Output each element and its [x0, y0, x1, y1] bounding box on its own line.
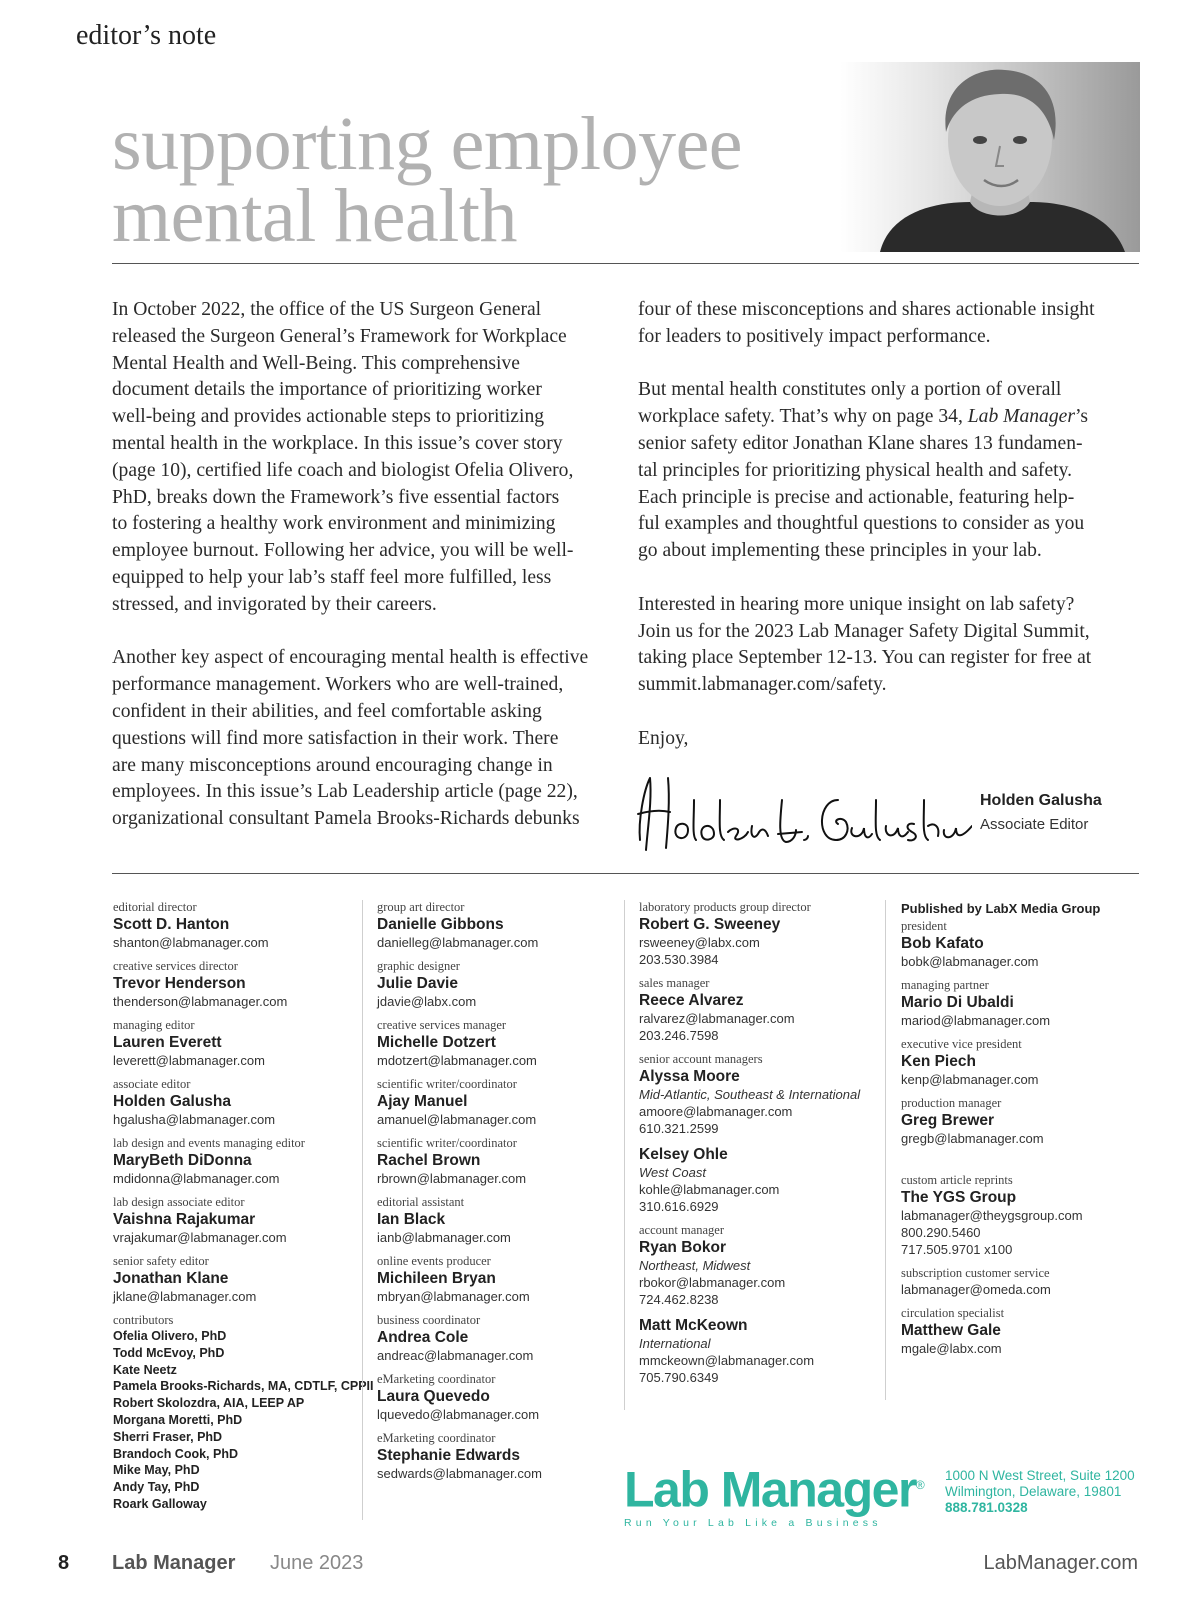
staff-role: laboratory products group director	[639, 900, 811, 914]
staff-email[interactable]: thenderson@labmanager.com	[113, 994, 288, 1009]
staff-email[interactable]: hgalusha@labmanager.com	[113, 1112, 276, 1127]
text-line: tal principles for prioritizing physical health and safety.	[638, 459, 1073, 481]
logo-text: Lab Manager	[624, 1461, 916, 1518]
staff-name: Rachel Brown	[377, 1152, 481, 1169]
contributor-name: Mike May, PhD	[113, 1463, 200, 1478]
text-line: ful examples and thoughtful questions to consider as you	[638, 513, 1085, 535]
staff-name: Jonathan Klane	[113, 1270, 229, 1287]
staff-role: creative services manager	[377, 1018, 507, 1032]
contributor-name: Brandoch Cook, PhD	[113, 1446, 239, 1461]
staff-entry	[377, 1313, 627, 1364]
text-line: well-being and provides actionable steps to prioritizing	[112, 406, 545, 428]
staff-email[interactable]: ralvarez@labmanager.com	[639, 1011, 795, 1026]
staff-role: custom article reprints	[901, 1173, 1013, 1187]
text-line: summit.labmanager.com/safety.	[638, 674, 887, 696]
staff-email[interactable]: sedwards@labmanager.com	[377, 1466, 542, 1481]
staff-role: online events producer	[377, 1254, 491, 1268]
closing: Enjoy,	[638, 727, 689, 749]
paragraph-3	[638, 297, 1138, 351]
text-line: released the Surgeon General’s Framework for Workplace	[112, 325, 567, 347]
staff-email[interactable]: jdavie@labx.com	[377, 994, 477, 1009]
logo-tagline: Run Your Lab Like a Business	[624, 1516, 882, 1529]
text-line: Interested in hearing more unique insight on lab safety?	[638, 593, 1075, 615]
staff-entry	[113, 1018, 363, 1069]
staff-name: Ken Piech	[901, 1053, 976, 1070]
staff-name: Robert G. Sweeney	[639, 916, 781, 933]
staff-name: Matthew Gale	[901, 1322, 1001, 1339]
text-line: four of these misconceptions and shares actionable insight	[638, 299, 1095, 320]
editor-portrait	[840, 62, 1140, 252]
publisher-address	[945, 1468, 1135, 1516]
contributor-name: Andy Tay, PhD	[113, 1480, 200, 1495]
masthead-column-1	[113, 900, 374, 1521]
staff-region: Mid-Atlantic, Southeast & International	[639, 1087, 861, 1102]
staff-email[interactable]: mbryan@labmanager.com	[377, 1289, 530, 1304]
staff-role: subscription customer service	[901, 1266, 1050, 1280]
staff-phone: 724.462.8238	[639, 1292, 719, 1307]
staff-name: Danielle Gibbons	[377, 916, 504, 933]
spacer	[901, 1155, 1141, 1173]
staff-email[interactable]: mgale@labx.com	[901, 1341, 1002, 1356]
staff-phone: 610.321.2599	[639, 1121, 719, 1136]
staff-name: Matt McKeown	[639, 1317, 748, 1334]
footer-website[interactable]: LabManager.com	[983, 1552, 1138, 1574]
text-line: stressed, and invigorated by their careers.	[112, 593, 437, 615]
staff-email[interactable]: mariod@labmanager.com	[901, 1013, 1051, 1028]
staff-role: scientific writer/coordinator	[377, 1136, 517, 1150]
staff-email[interactable]: ianb@labmanager.com	[377, 1230, 511, 1245]
staff-role: creative services director	[113, 959, 238, 973]
staff-entry	[377, 1077, 627, 1128]
staff-role: graphic designer	[377, 959, 460, 973]
staff-entry	[377, 900, 627, 951]
text-line: (page 10), certified life coach and biologist Ofelia Olivero,	[112, 459, 574, 481]
footer-issue-date: June 2023	[270, 1552, 364, 1574]
staff-email[interactable]: labmanager@theygsgroup.com	[901, 1208, 1083, 1223]
staff-email[interactable]: andreac@labmanager.com	[377, 1348, 534, 1363]
staff-phone: 203.246.7598	[639, 1028, 719, 1043]
masthead-column-4	[885, 900, 1141, 1400]
staff-name: Lauren Everett	[113, 1034, 222, 1051]
staff-role: editorial assistant	[377, 1195, 465, 1209]
text-line: organizational consultant Pamela Brooks-Richards debunks	[112, 808, 580, 830]
staff-role: managing partner	[901, 978, 989, 992]
staff-name: Reece Alvarez	[639, 992, 744, 1009]
text-line: go about implementing these principles in your lab.	[638, 540, 1042, 562]
text-line: are many misconceptions around encouraging change in	[112, 754, 553, 776]
staff-entry	[113, 1077, 363, 1128]
staff-role: president	[901, 919, 947, 933]
staff-email[interactable]: leverett@labmanager.com	[113, 1053, 265, 1068]
staff-email[interactable]: mdotzert@labmanager.com	[377, 1053, 537, 1068]
staff-email[interactable]: mdidonna@labmanager.com	[113, 1171, 280, 1186]
staff-role: managing editor	[113, 1018, 195, 1032]
staff-role: production manager	[901, 1096, 1002, 1110]
staff-entry	[113, 1254, 363, 1305]
staff-phone: 705.790.6349	[639, 1370, 719, 1385]
signer-title: Associate Editor	[980, 816, 1089, 833]
staff-role: senior safety editor	[113, 1254, 209, 1268]
staff-entry	[639, 1052, 889, 1137]
text-line: for leaders to positively impact performance.	[638, 325, 991, 347]
text-line: PhD, breaks down the Framework’s five essential factors	[112, 486, 560, 508]
text-line: employee burnout. Following her advice, you will be well-	[112, 540, 574, 562]
staff-entry	[377, 1195, 627, 1246]
staff-name: Julie Davie	[377, 975, 458, 992]
staff-email[interactable]: gregb@labmanager.com	[901, 1131, 1044, 1146]
paragraph-1	[112, 297, 612, 619]
text-line: equipped to help your lab’s staff feel more fulfilled, less	[112, 566, 552, 588]
staff-email[interactable]: rbokor@labmanager.com	[639, 1275, 786, 1290]
text-run: ’s	[1074, 406, 1089, 428]
staff-entry	[113, 900, 363, 951]
text-run: workplace safety. That’s why on page 34,	[638, 406, 968, 428]
article-column-left	[112, 297, 612, 860]
staff-entry	[113, 1195, 363, 1246]
staff-email[interactable]: shanton@labmanager.com	[113, 935, 269, 950]
text-line	[638, 406, 1088, 427]
staff-name: Michelle Dotzert	[377, 1034, 496, 1051]
text-line: mental health in the workplace. In this issue’s cover story	[112, 432, 563, 454]
masthead-column-2	[362, 900, 627, 1520]
staff-email[interactable]: kenp@labmanager.com	[901, 1072, 1039, 1087]
staff-role: eMarketing coordinator	[377, 1372, 496, 1386]
staff-role: associate editor	[113, 1077, 191, 1091]
address-line: 1000 N West Street, Suite 1200	[945, 1468, 1135, 1483]
staff-entry	[113, 959, 363, 1010]
text-line: taking place September 12-13. You can register for free at	[638, 647, 1092, 669]
staff-entry	[901, 1096, 1141, 1147]
circulation-entry	[901, 1306, 1141, 1357]
staff-name: Bob Kafato	[901, 935, 984, 952]
masthead-divider	[112, 873, 1139, 874]
staff-email[interactable]: mmckeown@labmanager.com	[639, 1353, 815, 1368]
staff-name: Scott D. Hanton	[113, 916, 230, 933]
staff-name: The YGS Group	[901, 1189, 1017, 1206]
staff-role: contributors	[113, 1313, 174, 1327]
address-line: Wilmington, Delaware, 19801	[945, 1484, 1122, 1499]
staff-name: Michileen Bryan	[377, 1270, 496, 1287]
staff-region: West Coast	[639, 1165, 706, 1180]
footer-publication: Lab Manager	[112, 1552, 236, 1574]
page-title	[112, 102, 743, 258]
staff-email[interactable]: jklane@labmanager.com	[113, 1289, 257, 1304]
headline-line-2: mental health	[112, 174, 518, 258]
staff-name: Holden Galusha	[113, 1093, 231, 1110]
staff-email[interactable]: danielleg@labmanager.com	[377, 935, 539, 950]
contributor-name: Todd McEvoy, PhD	[113, 1345, 225, 1360]
publisher-label: Published by LabX Media Group	[901, 901, 1101, 916]
contributor-name: Kate Neetz	[113, 1362, 177, 1377]
signature-graphic	[632, 770, 972, 860]
staff-role: lab design and events managing editor	[113, 1136, 305, 1150]
headline-line-1: supporting employee	[112, 102, 743, 186]
contributor-name: Sherri Fraser, PhD	[113, 1429, 223, 1444]
text-line: confident in their abilities, and feel comfortable asking	[112, 700, 542, 722]
staff-name: Greg Brewer	[901, 1112, 995, 1129]
staff-email[interactable]: rsweeney@labx.com	[639, 935, 760, 950]
paragraph-4	[638, 377, 1138, 565]
paragraph-5	[638, 592, 1138, 699]
staff-entry	[377, 1018, 627, 1069]
staff-role: lab design associate editor	[113, 1195, 245, 1209]
contributor-name: Ofelia Olivero, PhD	[113, 1329, 227, 1343]
contributor-name: Pamela Brooks-Richards, MA, CDTLF, CPPII	[113, 1379, 374, 1394]
staff-name: Mario Di Ubaldi	[901, 994, 1014, 1011]
article-column-right	[638, 297, 1138, 779]
staff-email[interactable]: lquevedo@labmanager.com	[377, 1407, 540, 1422]
staff-role: executive vice president	[901, 1037, 1022, 1051]
text-line: But mental health constitutes only a portion of overall	[638, 379, 1062, 401]
text-line: Mental Health and Well-Being. This comprehensive	[112, 352, 520, 374]
staff-name: Ian Black	[377, 1211, 446, 1228]
staff-name: Kelsey Ohle	[639, 1146, 728, 1163]
staff-entry	[639, 976, 889, 1044]
staff-entry	[901, 978, 1141, 1029]
text-line: document details the importance of prioritizing worker	[112, 379, 542, 401]
staff-entry	[377, 1254, 627, 1305]
staff-role: eMarketing coordinator	[377, 1431, 496, 1445]
staff-region: Northeast, Midwest	[639, 1258, 751, 1273]
publication-name: Lab Manager	[967, 406, 1075, 428]
staff-phone: 203.530.3984	[639, 952, 719, 967]
staff-email[interactable]: amoore@labmanager.com	[639, 1104, 793, 1119]
staff-entry	[113, 1136, 363, 1187]
text-line: employees. In this issue’s Lab Leadership article (page 22),	[112, 781, 578, 803]
staff-phone: 800.290.5460	[901, 1225, 981, 1240]
staff-entry	[639, 1223, 889, 1308]
reprints-entry	[901, 1173, 1141, 1258]
staff-name: Vaishna Rajakumar	[113, 1211, 256, 1228]
staff-role: sales manager	[639, 976, 710, 990]
staff-phone: 310.616.6929	[639, 1199, 719, 1214]
staff-entry	[377, 1372, 627, 1423]
page-number: 8	[58, 1552, 70, 1574]
staff-entry	[377, 959, 627, 1010]
publisher-phone: 888.781.0328	[945, 1500, 1028, 1515]
staff-email[interactable]: amanuel@labmanager.com	[377, 1112, 537, 1127]
staff-email[interactable]: bobk@labmanager.com	[901, 954, 1039, 969]
subscription-entry	[901, 1266, 1141, 1298]
staff-email[interactable]: vrajakumar@labmanager.com	[113, 1230, 287, 1245]
contributor-name: Morgana Moretti, PhD	[113, 1412, 243, 1427]
contributor-name: Robert Skolozdra, AIA, LEEP AP	[113, 1396, 305, 1411]
staff-email[interactable]: labmanager@omeda.com	[901, 1282, 1051, 1297]
text-line: Another key aspect of encouraging mental health is effective	[112, 647, 589, 669]
portrait-illustration	[840, 62, 1140, 252]
header-divider	[112, 263, 1139, 264]
masthead-column-3	[624, 900, 889, 1410]
staff-entry	[901, 1037, 1141, 1088]
staff-email[interactable]: kohle@labmanager.com	[639, 1182, 780, 1197]
staff-role: account manager	[639, 1223, 725, 1237]
staff-entry	[377, 1136, 627, 1187]
staff-entry	[377, 1431, 627, 1482]
text-line: to fostering a healthy work environment and minimizing	[112, 513, 556, 535]
staff-phone: 717.505.9701 x100	[901, 1242, 1013, 1257]
staff-email[interactable]: rbrown@labmanager.com	[377, 1171, 527, 1186]
staff-name: Ajay Manuel	[377, 1093, 468, 1110]
staff-entry	[901, 919, 1141, 970]
handwritten-signature	[632, 770, 972, 865]
staff-entry	[639, 900, 889, 968]
text-line: senior safety editor Jonathan Klane shares 13 fundamen-	[638, 432, 1083, 454]
text-line: performance management. Workers who are well-trained,	[112, 674, 564, 696]
text-line: Each principle is precise and actionable, featuring help-	[638, 486, 1075, 508]
staff-entry	[639, 1145, 889, 1215]
staff-name: Andrea Cole	[377, 1329, 469, 1346]
staff-role: group art director	[377, 900, 465, 914]
text-line: questions will find more satisfaction in their work. There	[112, 727, 559, 749]
signer-name: Holden Galusha	[980, 792, 1102, 809]
staff-role: senior account managers	[639, 1052, 763, 1066]
logo-wordmark	[624, 1460, 934, 1518]
staff-role: scientific writer/coordinator	[377, 1077, 517, 1091]
paragraph-2	[112, 645, 612, 833]
section-label: editor’s note	[76, 20, 217, 51]
contributors-list	[113, 1313, 374, 1513]
staff-role: business coordinator	[377, 1313, 481, 1327]
staff-entry	[639, 1316, 889, 1386]
staff-region: International	[639, 1336, 711, 1351]
text-line: In October 2022, the office of the US Surgeon General	[112, 299, 542, 320]
text-line: Join us for the 2023 Lab Manager Safety Digital Summit,	[638, 620, 1090, 642]
staff-name: MaryBeth DiDonna	[113, 1152, 252, 1169]
staff-name: Ryan Bokor	[639, 1239, 726, 1256]
lab-manager-logo	[624, 1460, 934, 1529]
staff-name: Alyssa Moore	[639, 1068, 740, 1085]
contributor-name: Roark Galloway	[113, 1496, 207, 1511]
staff-role: circulation specialist	[901, 1306, 1005, 1320]
staff-role: editorial director	[113, 900, 197, 914]
staff-name: Trevor Henderson	[113, 975, 246, 992]
staff-name: Stephanie Edwards	[377, 1447, 520, 1464]
registered-mark: ®	[915, 1478, 924, 1492]
staff-name: Laura Quevedo	[377, 1388, 490, 1405]
